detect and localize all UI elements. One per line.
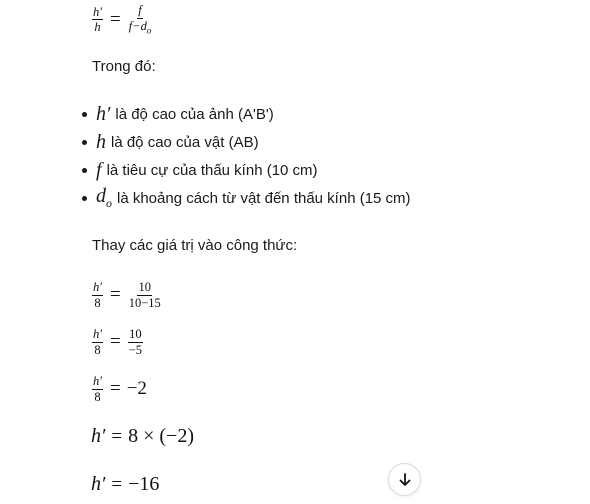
bullet-icon (82, 196, 87, 201)
definitions-list (82, 100, 411, 212)
step-lhs-value: h′ (91, 473, 106, 495)
fraction-numerator: 10 (138, 280, 151, 294)
step-rhs-fraction (128, 328, 143, 356)
where-label: Trong đó: (92, 58, 156, 75)
step-lhs-fraction (92, 328, 103, 356)
list-item (82, 128, 411, 156)
equals-sign: = (109, 378, 121, 399)
bullet-icon (82, 168, 87, 173)
definition-text: là độ cao của vật (AB) (111, 133, 259, 151)
fraction-denominator: 8 (94, 342, 101, 357)
symbol: h′ (96, 102, 111, 125)
step-3-equation (91, 375, 147, 403)
formula-lhs-fraction (92, 6, 103, 34)
formula-magnification (91, 4, 153, 35)
symbol (96, 185, 112, 211)
fraction-numerator: f (138, 3, 142, 17)
fraction-denominator: h (94, 20, 101, 34)
fraction-denominator: −5 (128, 342, 143, 357)
step-lhs-value: h′ (91, 425, 106, 447)
step-lhs-fraction (92, 375, 103, 403)
fraction-denominator (128, 19, 153, 36)
denominator-main: f−d (128, 18, 147, 33)
bullet-icon (82, 112, 87, 117)
symbol-main: d (96, 185, 106, 207)
step-4-equation (91, 425, 194, 448)
fraction-numerator: h′ (93, 374, 102, 388)
definition-text: là độ cao của ảnh (A'B') (115, 105, 274, 123)
list-item (82, 184, 411, 212)
definition-text: là tiêu cự của thấu kính (10 cm) (106, 161, 318, 179)
substitute-label: Thay các giá trị vào công thức: (92, 237, 298, 254)
definition-text: là khoảng cách từ vật đến thấu kính (15 cm) (117, 189, 411, 207)
list-item (82, 156, 411, 184)
step-rhs-value: −16 (128, 473, 160, 495)
step-lhs-fraction (92, 281, 103, 309)
scroll-to-bottom-button[interactable] (388, 463, 421, 496)
step-rhs-value: 8 × (−2) (128, 425, 194, 447)
symbol-subscript: o (106, 196, 112, 210)
fraction-denominator: 8 (94, 389, 101, 404)
equals-sign: = (109, 284, 121, 305)
step-5-equation (91, 473, 159, 496)
fraction-numerator: 10 (129, 327, 142, 341)
symbol: f (96, 158, 102, 181)
fraction-denominator: 10−15 (128, 295, 161, 310)
list-item (82, 100, 411, 128)
step-1-equation (91, 281, 163, 309)
equals-sign: = (109, 331, 121, 352)
bullet-icon (82, 140, 87, 145)
fraction-denominator: 8 (94, 295, 101, 310)
step-rhs-value: −2 (126, 378, 147, 399)
step-rhs-fraction (128, 281, 162, 309)
fraction-numerator: h′ (93, 327, 102, 341)
arrow-down-icon (397, 472, 413, 488)
equals-sign: = (111, 473, 123, 495)
fraction-numerator: h′ (93, 280, 102, 294)
formula-rhs-fraction (128, 4, 153, 35)
equals-sign: = (109, 8, 121, 30)
step-2-equation (91, 328, 144, 356)
equals-sign: = (111, 425, 123, 447)
denominator-subscript: o (146, 25, 152, 35)
symbol: h (96, 130, 106, 153)
fraction-numerator: h′ (93, 4, 102, 19)
